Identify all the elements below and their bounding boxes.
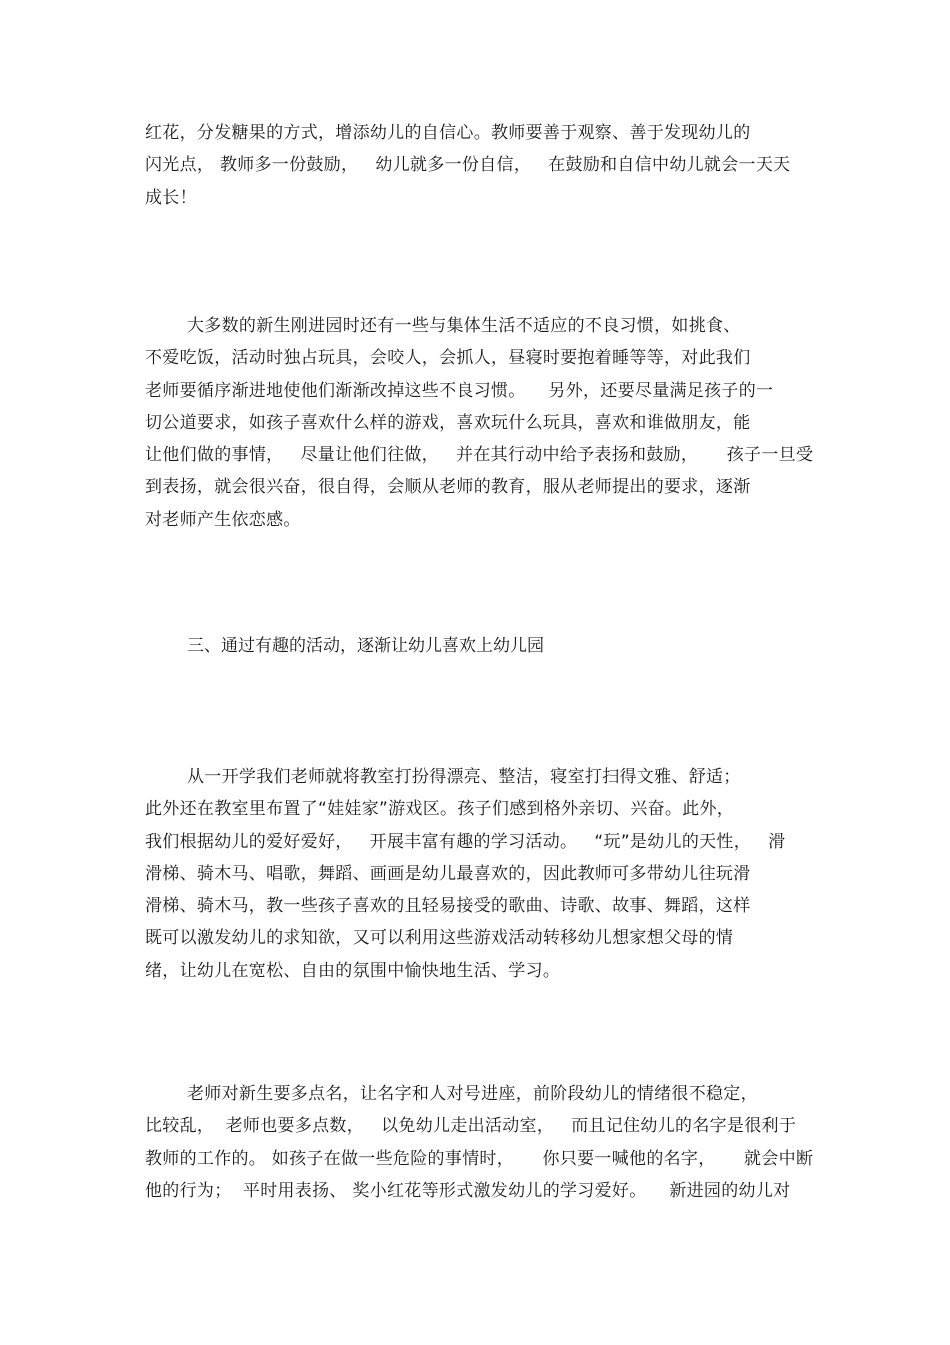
text-line: 老师要循序渐进地使他们渐渐改掉这些不良习惯。 另外，还要尽量满足孩子的一 [145, 380, 774, 401]
text-line: 对老师产生依恋感。 [145, 509, 301, 530]
paragraph-roll-call [145, 1078, 815, 1207]
text-line: 既可以激发幼儿的求知欲，又可以利用这些游戏活动转移幼儿想家想父母的情 [145, 928, 734, 949]
text-line: 到表扬，就会很兴奋，很自得，会顺从老师的教育，服从老师提出的要求，逐渐 [145, 477, 751, 498]
text-line: 我们根据幼儿的爱好爱好， 开展丰富有趣的学习活动。 “玩”是幼儿的天性， 滑 [145, 831, 786, 852]
text-line: 滑梯、骑木马，教一些孩子喜欢的且轻易接受的歌曲、诗歌、故事、舞蹈，这样 [145, 896, 751, 917]
section-heading: 三、通过有趣的活动，逐渐让幼儿喜欢上幼儿园 [187, 636, 544, 656]
text-line: 成长！ [145, 187, 197, 208]
text-line: 红花，分发糖果的方式，增添幼儿的自信心。教师要善于观察、善于发现幼儿的 [145, 123, 751, 143]
text-line: 闪光点， 教师多一份鼓励， 幼儿就多一份自信， 在鼓励和自信中幼儿就会一天天 [145, 155, 791, 176]
text-line: 比较乱， 老师也要多点数， 以免幼儿走出活动室， 而且记住幼儿的名字是很利于 [145, 1116, 797, 1137]
text-line: 大多数的新生刚进园时还有一些与集体生活不适应的不良习惯，如挑食、 [187, 316, 741, 336]
text-line: 此外还在教室里布置了“娃娃家”游戏区。孩子们感到格外亲切、兴奋。此外， [145, 799, 735, 820]
text-line: 教师的工作的。 如孩子在做一些危险的事情时， 你只要一喊他的名字， 就会中断 [145, 1148, 814, 1169]
paragraph-encouragement [145, 117, 815, 214]
text-line: 老师对新生要多点名，让名字和人对号进座，前阶段幼儿的情绪很不稳定， [187, 1084, 758, 1104]
text-line: 不爱吃饭，活动时独占玩具，会咬人，会抓人，昼寝时要抱着睡等等，对此我们 [145, 348, 751, 369]
paragraph-habits [145, 310, 815, 536]
text-line: 绪，让幼儿在宽松、自由的氛围中愉快地生活、学习。 [145, 960, 561, 981]
text-line: 他的行为； 平时用表扬、 奖小红花等形式激发幼儿的学习爱好。 新进园的幼儿对 [145, 1180, 791, 1201]
text-line: 滑梯、骑木马、唱歌，舞蹈、画画是幼儿最喜欢的，因此教师可多带幼儿往玩滑 [145, 863, 751, 884]
text-line: 从一开学我们老师就将教室打扮得漂亮、整洁，寝室打扫得文雅、舒适； [187, 767, 741, 787]
text-line: 切公道要求，如孩子喜欢什么样的游戏，喜欢玩什么玩具，喜欢和谁做朋友，能 [145, 412, 751, 433]
paragraph-activities [145, 761, 815, 987]
text-line: 让他们做的事情， 尽量让他们往做， 并在其行动中给予表扬和鼓励， 孩子一旦受 [145, 445, 814, 466]
